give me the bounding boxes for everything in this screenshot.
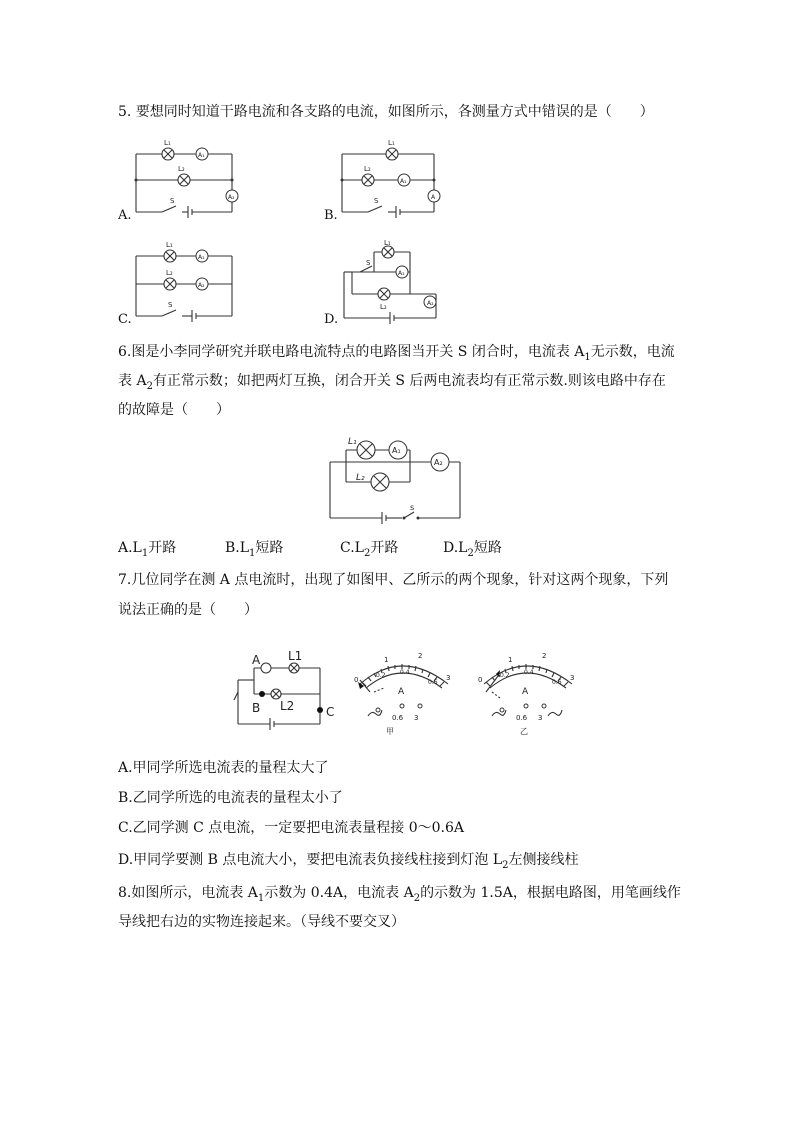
svg-text:0.4: 0.4 (524, 669, 534, 676)
svg-text:3: 3 (538, 714, 543, 722)
svg-text:L₂: L₂ (364, 165, 371, 173)
svg-text:1: 1 (508, 656, 513, 664)
q7-option-b: B.乙同学所选的电流表的量程太小了 (118, 790, 343, 806)
svg-text:L₁: L₁ (384, 239, 391, 247)
q5-option-c-letter: C. (118, 312, 132, 327)
svg-text:S: S (366, 259, 371, 267)
svg-text:0: 0 (478, 676, 483, 684)
svg-text:A₁: A₁ (400, 178, 407, 185)
svg-text:0.4: 0.4 (400, 669, 410, 676)
svg-text:A: A (431, 194, 436, 201)
label-s: S (170, 197, 175, 205)
svg-text:A₂: A₂ (198, 282, 205, 289)
svg-text:L₁: L₁ (348, 437, 357, 447)
svg-text:1: 1 (384, 656, 389, 664)
svg-text:L1: L1 (288, 649, 303, 663)
q7-option-c: C.乙同学测 C 点电流，一定要把电流表量程接 0～0.6A (118, 820, 465, 836)
svg-text:0.2: 0.2 (500, 672, 510, 679)
svg-text:0: 0 (354, 676, 359, 684)
q5-circuit-d (340, 240, 450, 324)
q6-stem-line1: 6.图是小李同学研究并联电路电流特点的电路图当开关 S 闭合时，电流表 $A_1$无示数，电流 (118, 344, 675, 363)
q8-stem-line1: 8.如图所示，电流表 $A_1$示数为 0.4A，电流表 $A_2$的示数为 1.5A，根据电路图，用笔画线作 (118, 885, 681, 904)
q7-stem-line2: 说法正确的是（ ） (118, 602, 258, 618)
q5-option-b-letter: B. (324, 208, 338, 223)
svg-text:A₁: A₁ (398, 270, 405, 277)
svg-text:L2: L2 (280, 699, 295, 713)
svg-text:A₂: A₂ (434, 458, 443, 467)
label-a1: A₁ (198, 152, 205, 159)
label-a2: A₂ (228, 194, 235, 201)
svg-text:0.6: 0.6 (392, 714, 404, 722)
q6-option-c: $C.L_2$开路 (340, 540, 399, 559)
svg-text:0.6: 0.6 (428, 679, 438, 686)
svg-text:L₁: L₁ (166, 241, 173, 249)
q7-stem-line1: 7.几位同学在测 A 点电流时，出现了如图甲、乙所示的两个现象，针对这两个现象，下列 (118, 572, 669, 588)
svg-text:A: A (398, 687, 405, 697)
q6-stem-line3: 的故障是（ ） (118, 402, 230, 418)
svg-text:C: C (326, 705, 335, 719)
svg-text:L₁: L₁ (388, 139, 395, 147)
q6-stem-line2: 表 $A_2$有正常示数；如把两灯互换，闭合开关 S 后两电流表均有正常示数.则该电路中存在 (118, 373, 666, 392)
svg-text:A₂: A₂ (427, 300, 434, 307)
q7-option-d: D.甲同学要测 B 点电流大小，要把电流表负接线柱接到灯泡 $L_2$左侧接线柱 (118, 852, 579, 871)
svg-text:A₁: A₁ (392, 446, 401, 455)
q5-option-d-letter: D. (324, 312, 339, 327)
q6-option-a: $A.L_1$开路 (118, 540, 177, 559)
svg-text:L₂: L₂ (380, 303, 387, 311)
label-l2: L₂ (178, 165, 185, 173)
q6-option-b: $B.L_1$短路 (225, 540, 284, 559)
svg-text:B: B (252, 701, 261, 715)
svg-text:3: 3 (570, 674, 575, 682)
svg-text:A: A (252, 653, 261, 667)
svg-text:L₂: L₂ (356, 473, 365, 483)
q5-circuit-a (132, 138, 242, 218)
svg-text:2: 2 (542, 652, 547, 660)
meter-jia (348, 644, 456, 736)
svg-text:3: 3 (446, 674, 451, 682)
q5-circuit-c (132, 240, 242, 324)
svg-text:A: A (522, 687, 529, 697)
svg-text:0.6: 0.6 (552, 679, 562, 686)
q5-option-a-letter: A. (118, 208, 132, 223)
label-jia: 甲 (386, 727, 394, 736)
svg-text:0.6: 0.6 (516, 714, 528, 722)
svg-text:S: S (374, 197, 379, 205)
q7-option-a: A.甲同学所选电流表的量程太大了 (118, 760, 329, 776)
ammeter-icon (261, 663, 271, 673)
q6-circuit-diagram (326, 434, 466, 524)
q5-circuit-b (338, 138, 448, 218)
svg-text:S: S (168, 301, 173, 309)
svg-text:s: s (410, 503, 415, 512)
svg-text:L₂: L₂ (166, 269, 173, 277)
q7-circuit-diagram (226, 646, 338, 734)
q6-option-d: $D.L_2$短路 (443, 540, 502, 559)
q8-stem-line2: 导线把右边的实物连接起来。（导线不要交叉） (118, 914, 405, 930)
svg-text:A₁: A₁ (198, 254, 205, 261)
svg-text:2: 2 (418, 652, 423, 660)
label-l1: L₁ (164, 139, 171, 147)
svg-text:0.2: 0.2 (376, 672, 386, 679)
q5-stem: 5. 要想同时知道干路电流和各支路的电流，如图所示，各测量方式中错误的是（ ） (118, 104, 654, 120)
meter-yi (472, 644, 580, 736)
label-yi: 乙 (520, 727, 528, 736)
svg-text:3: 3 (414, 714, 419, 722)
